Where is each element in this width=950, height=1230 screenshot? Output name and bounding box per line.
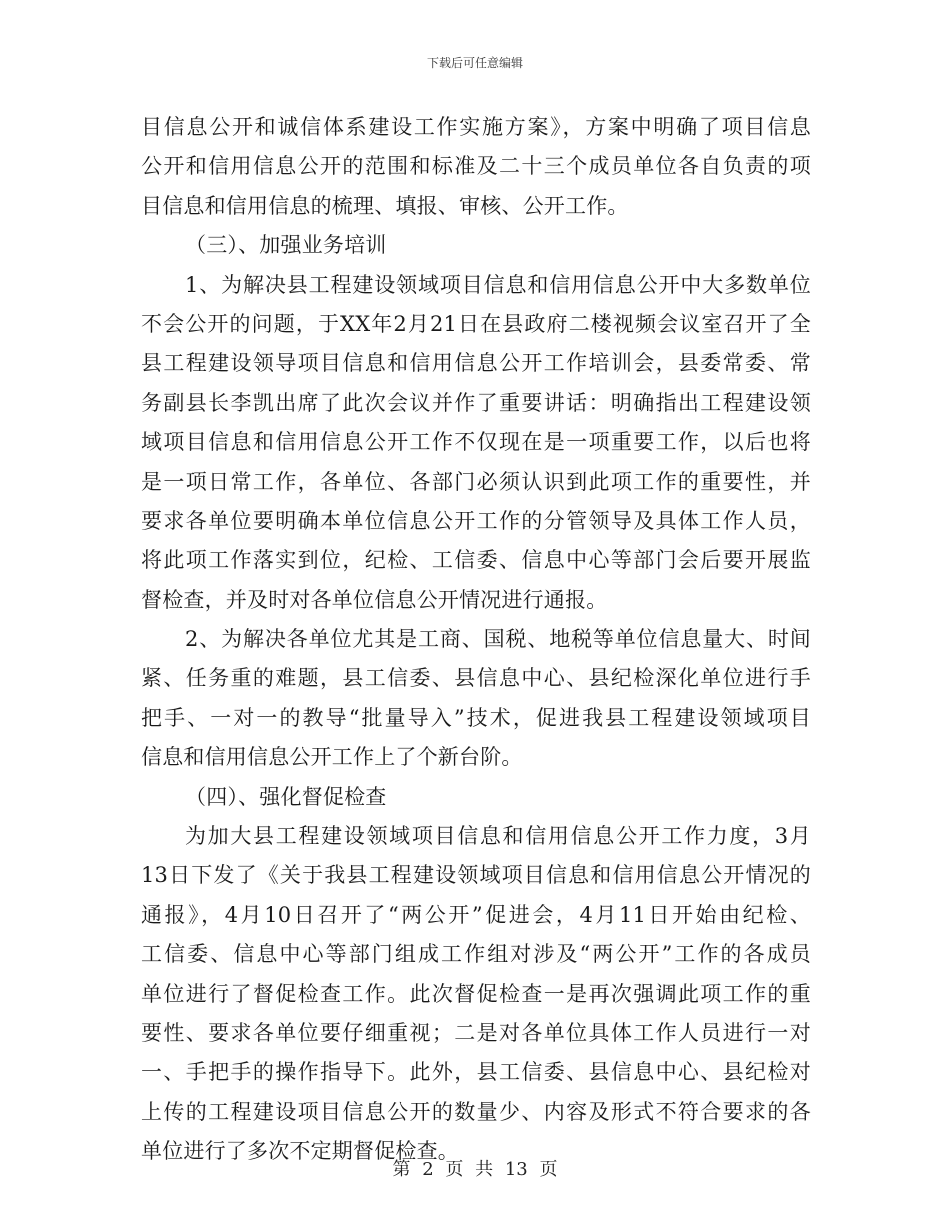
paragraph-line: 13日下发了《关于我县工程建设领域项目信息和信用信息公开情况的: [141, 863, 811, 888]
paragraph-line: 目信息公开和诚信体系建设工作实施方案》，方案中明确了项目信息: [141, 115, 811, 139]
paragraph-line: 务副县长李凯出席了此次会议并作了重要讲话：明确指出工程建设领: [141, 390, 811, 415]
paragraph-line: 工信委、信息中心等部门组成工作组对涉及“两公开”工作的各成员: [141, 942, 811, 967]
paragraph-line: 单位进行了督促检查工作。此次督促检查一是再次强调此项工作的重: [141, 981, 811, 1006]
paragraph-line: 为加大县工程建设领域项目信息和信用信息公开工作力度，3月: [185, 824, 811, 849]
paragraph-line: 紧、任务重的难题，县工信委、县信息中心、县纪检深化单位进行手: [141, 666, 811, 691]
paragraph-line: 是一项日常工作，各单位、各部门必须认识到此项工作的重要性，并: [141, 469, 811, 494]
paragraph-line: 1、为解决县工程建设领域项目信息和信用信息公开中大多数单位: [185, 272, 811, 297]
paragraph-line: 目信息和信用信息的梳理、填报、审核、公开工作。: [141, 193, 629, 218]
paragraph-line: 督检查，并及时对各单位信息公开情况进行通报。: [141, 587, 608, 612]
paragraph-line: 通报》，4月10日召开了“两公开”促进会，4月11日开始由纪检、: [141, 902, 811, 927]
paragraph-line: 2、为解决各单位尤其是工商、国税、地税等单位信息量大、时间: [185, 627, 811, 652]
section-heading: （三）、加强业务培训: [185, 233, 387, 258]
paragraph-line: 上传的工程建设项目信息公开的数量少、内容及形式不符合要求的各: [141, 1099, 811, 1124]
page-number-footer: 第 2 页 共 13 页: [392, 1159, 558, 1180]
paragraph-line: 将此项工作落实到位，纪检、工信委、信息中心等部门会后要开展监: [141, 548, 811, 573]
paragraph-line: 县工程建设领导项目信息和信用信息公开工作培训会，县委常委、常: [141, 351, 811, 376]
paragraph-line: 域项目信息和信用信息公开工作不仅现在是一项重要工作，以后也将: [141, 430, 811, 455]
page-header: 下载后可任意编辑: [426, 56, 523, 70]
paragraph-line: 公开和信用信息公开的范围和标准及二十三个成员单位各自负责的项: [141, 154, 811, 179]
paragraph-line: 把手、一对一的教导“批量导入”技术，促进我县工程建设领域项目: [141, 705, 811, 730]
paragraph-line: 要求各单位要明确本单位信息公开工作的分管领导及具体工作人员，: [141, 508, 811, 533]
paragraph-line: 信息和信用信息公开工作上了个新台阶。: [141, 745, 523, 770]
paragraph-line: 要性、要求各单位要仔细重视；二是对各单位具体工作人员进行一对: [141, 1020, 811, 1045]
paragraph-line: 不会公开的问题，于XX年2月21日在县政府二楼视频会议室召开了全: [141, 311, 811, 336]
paragraph-line: 单位进行了多次不定期督促检查。: [141, 1139, 459, 1164]
section-heading: （四）、强化督促检查: [185, 784, 387, 809]
document-body: [141, 108, 811, 1172]
paragraph-line: 一、手把手的操作指导下。此外，县工信委、县信息中心、县纪检对: [141, 1060, 811, 1085]
